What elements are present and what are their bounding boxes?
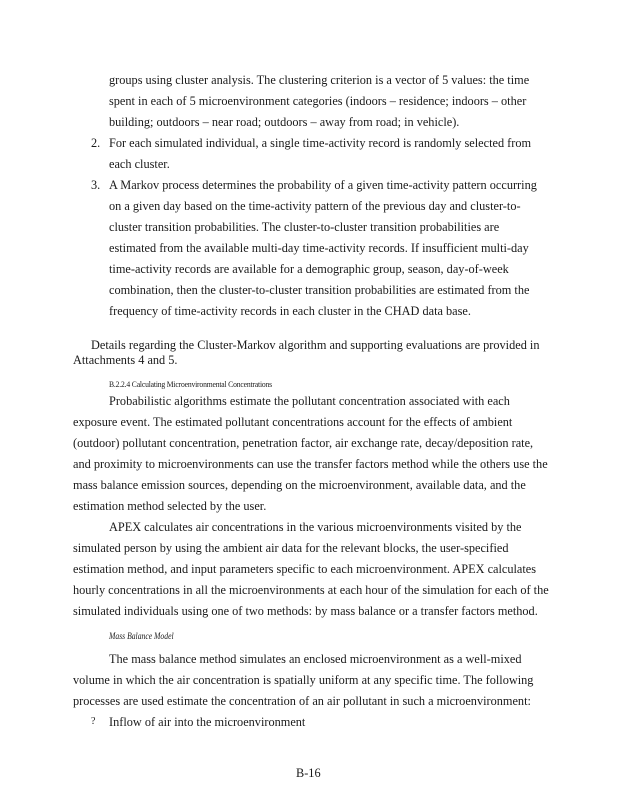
- para1-line-4: and proximity to microenvironments can use the transfer factors method while the others use the: [73, 457, 548, 471]
- para2-line-2: simulated person by using the ambient air data for the relevant blocks, the user-specified: [73, 541, 509, 555]
- list-number-3: 3.: [91, 178, 101, 192]
- intro-line-1: groups using cluster analysis. The clustering criterion is a vector of 5 values: the time: [109, 73, 530, 87]
- para1-line-1: Probabilistic algorithms estimate the pollutant concentration associated with each: [109, 394, 510, 408]
- item3-line-3: cluster transition probabilities. The cluster-to-cluster transition probabilities are: [109, 220, 500, 234]
- intro-line-3: building; outdoors – near road; outdoors – away from road; in vehicle).: [109, 115, 460, 129]
- item2-line-1: For each simulated individual, a single time-activity record is randomly selected from: [109, 136, 532, 150]
- para2-line-4: hourly concentrations in all the microenvironments at each hour of the simulation for each of the: [73, 583, 549, 597]
- para1-line-2: exposure event. The estimated pollutant concentrations account for the effects of ambient: [73, 415, 513, 429]
- para1-line-3: (outdoor) pollutant concentration, penetration factor, air exchange rate, decay/deposition rate,: [73, 436, 534, 450]
- bullet-symbol: ?: [91, 716, 96, 727]
- para3-line-2: volume in which the air concentration is spatially uniform at any specific time. The following: [73, 673, 534, 687]
- para1-line-5: mass balance emission sources, depending on the microenvironment, available data, and the: [73, 478, 526, 492]
- subheading-mass-balance: Mass Balance Model: [109, 631, 174, 641]
- para2-line-5: simulated individuals using one of two methods: by mass balance or a transfer factors method.: [73, 604, 538, 618]
- page-number: B-16: [296, 766, 321, 780]
- intro-line-2: spent in each of 5 microenvironment categories (indoors – residence; indoors – other: [109, 94, 527, 108]
- para2-line-1: APEX calculates air concentrations in the various microenvironments visited by the: [109, 520, 522, 534]
- item3-line-5: time-activity records are available for a demographic group, season, day-of-week: [109, 262, 509, 276]
- bullet-text: Inflow of air into the microenvironment: [109, 715, 306, 729]
- item3-line-1: A Markov process determines the probability of a given time-activity pattern occurring: [109, 178, 537, 192]
- para3-line-1: The mass balance method simulates an enclosed microenvironment as a well-mixed: [109, 652, 522, 666]
- item2-line-2: each cluster.: [109, 157, 170, 171]
- item3-line-7: frequency of time-activity records in each cluster in the CHAD data base.: [109, 304, 471, 318]
- para1-line-6: estimation method selected by the user.: [73, 499, 267, 513]
- item3-line-6: combination, then the cluster-to-cluster transition probabilities are estimated from the: [109, 283, 530, 297]
- details-line-2: Attachments 4 and 5.: [73, 353, 178, 367]
- item3-line-2: on a given day based on the time-activity pattern of the previous day and cluster-to-: [109, 199, 521, 213]
- para2-line-3: estimation method, and input parameters specific to each microenvironment. APEX calculates: [73, 562, 537, 576]
- section-heading: B.2.2.4 Calculating Microenvironmental Concentrations: [109, 379, 272, 389]
- item3-line-4: estimated from the available multi-day time-activity records. If insufficient multi-day: [109, 241, 529, 255]
- para3-line-3: processes are used estimate the concentration of an air pollutant in such a microenvironment:: [73, 694, 531, 708]
- list-number-2: 2.: [91, 136, 101, 150]
- details-line-1: Details regarding the Cluster-Markov algorithm and supporting evaluations are provided in: [91, 338, 540, 352]
